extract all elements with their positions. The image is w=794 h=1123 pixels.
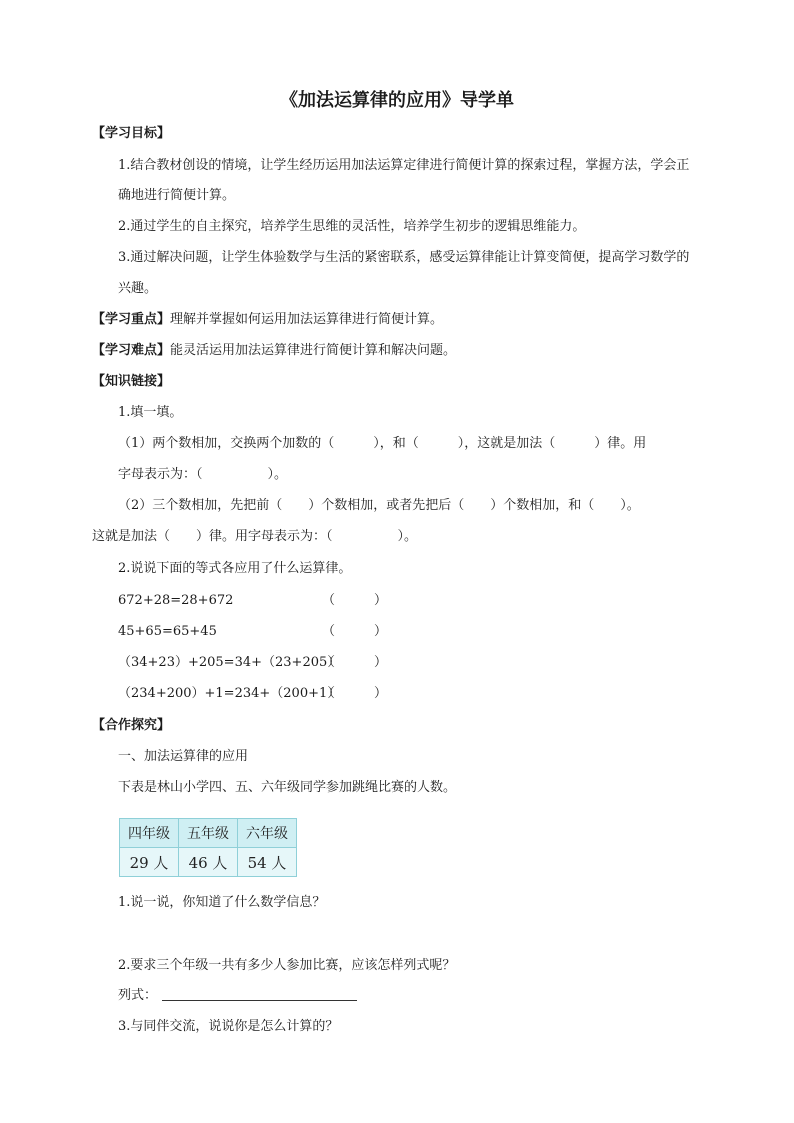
formula-label: 列式： bbox=[118, 988, 158, 1003]
table-header-row bbox=[120, 819, 297, 848]
grade-table bbox=[119, 818, 297, 877]
explore-heading: 【合作探究】 bbox=[92, 718, 171, 733]
difficulty bbox=[92, 342, 456, 360]
equation-1: 672+28=28+672 bbox=[118, 593, 234, 608]
page-title: 《加法运算律的应用》导学单 bbox=[280, 90, 514, 111]
equation-4-blank[interactable]: （ ） bbox=[322, 686, 388, 701]
fill-in-1-line-2: 字母表示为：（ ）。 bbox=[118, 467, 288, 482]
goal-1-line-1: 1.结合教材创设的情境，让学生经历运用加法运算定律进行简便计算的探索过程，掌握方法，学会正 bbox=[118, 158, 690, 173]
knowledge-heading: 【知识链接】 bbox=[92, 374, 171, 389]
goal-2: 2.通过学生的自主探究，培养学生思维的灵活性，培养学生初步的逻辑思维能力。 bbox=[118, 219, 586, 234]
table-intro: 下表是林山小学四、五、六年级同学参加跳绳比赛的人数。 bbox=[118, 780, 457, 795]
explore-question-1: 1.说一说，你知道了什么数学信息？ bbox=[118, 895, 326, 910]
fill-in-question: 1.填一填。 bbox=[118, 405, 183, 420]
goal-3-line-2: 兴趣。 bbox=[118, 281, 158, 296]
equation-4: （234+200）+1=234+（200+1） bbox=[118, 686, 341, 701]
difficulty-heading: 【学习难点】 bbox=[92, 343, 171, 358]
header-grade-5: 五年级 bbox=[179, 819, 238, 848]
fill-in-2-line-2: 这就是加法（ ）律。用字母表示为：（ ）。 bbox=[92, 529, 418, 544]
difficulty-text: 能灵活运用加法运算律进行简便计算和解决问题。 bbox=[170, 343, 457, 358]
equation-3: （34+23）+205=34+（23+205） bbox=[118, 655, 341, 670]
key-point-heading: 【学习重点】 bbox=[92, 312, 171, 327]
explore-question-3: 3.与同伴交流，说说你是怎么计算的？ bbox=[118, 1019, 339, 1034]
value-grade-4: 29 人 bbox=[120, 848, 179, 877]
equation-1-blank[interactable]: （ ） bbox=[322, 593, 388, 608]
value-grade-5: 46 人 bbox=[179, 848, 238, 877]
header-grade-6: 六年级 bbox=[238, 819, 297, 848]
table-row bbox=[120, 848, 297, 877]
goals-heading: 【学习目标】 bbox=[92, 126, 171, 141]
key-point bbox=[92, 311, 443, 329]
goal-3-line-1: 3.通过解决问题，让学生体验数学与生活的紧密联系，感受运算律能让计算变简便，提高学习数学的 bbox=[118, 250, 690, 265]
explore-question-2: 2.要求三个年级一共有多少人参加比赛，应该怎样列式呢？ bbox=[118, 958, 456, 973]
fill-in-1-line-1: （1）两个数相加，交换两个加数的（ ），和（ ），这就是加法（ ）律。用 bbox=[118, 436, 647, 451]
header-grade-4: 四年级 bbox=[120, 819, 179, 848]
equation-2: 45+65=65+45 bbox=[118, 624, 217, 639]
value-grade-6: 54 人 bbox=[238, 848, 297, 877]
equation-2-blank[interactable]: （ ） bbox=[322, 624, 388, 639]
formula-answer-line[interactable] bbox=[162, 1000, 357, 1001]
goal-1-line-2: 确地进行简便计算。 bbox=[118, 188, 236, 203]
key-point-text: 理解并掌握如何运用加法运算律进行简便计算。 bbox=[170, 312, 444, 327]
equation-3-blank[interactable]: （ ） bbox=[322, 655, 388, 670]
fill-in-2-line-1: （2）三个数相加，先把前（ ）个数相加，或者先把后（ ）个数相加，和（ ）。 bbox=[118, 498, 640, 513]
section-title: 一、加法运算律的应用 bbox=[118, 749, 249, 764]
law-question: 2.说说下面的等式各应用了什么运算律。 bbox=[118, 561, 352, 576]
